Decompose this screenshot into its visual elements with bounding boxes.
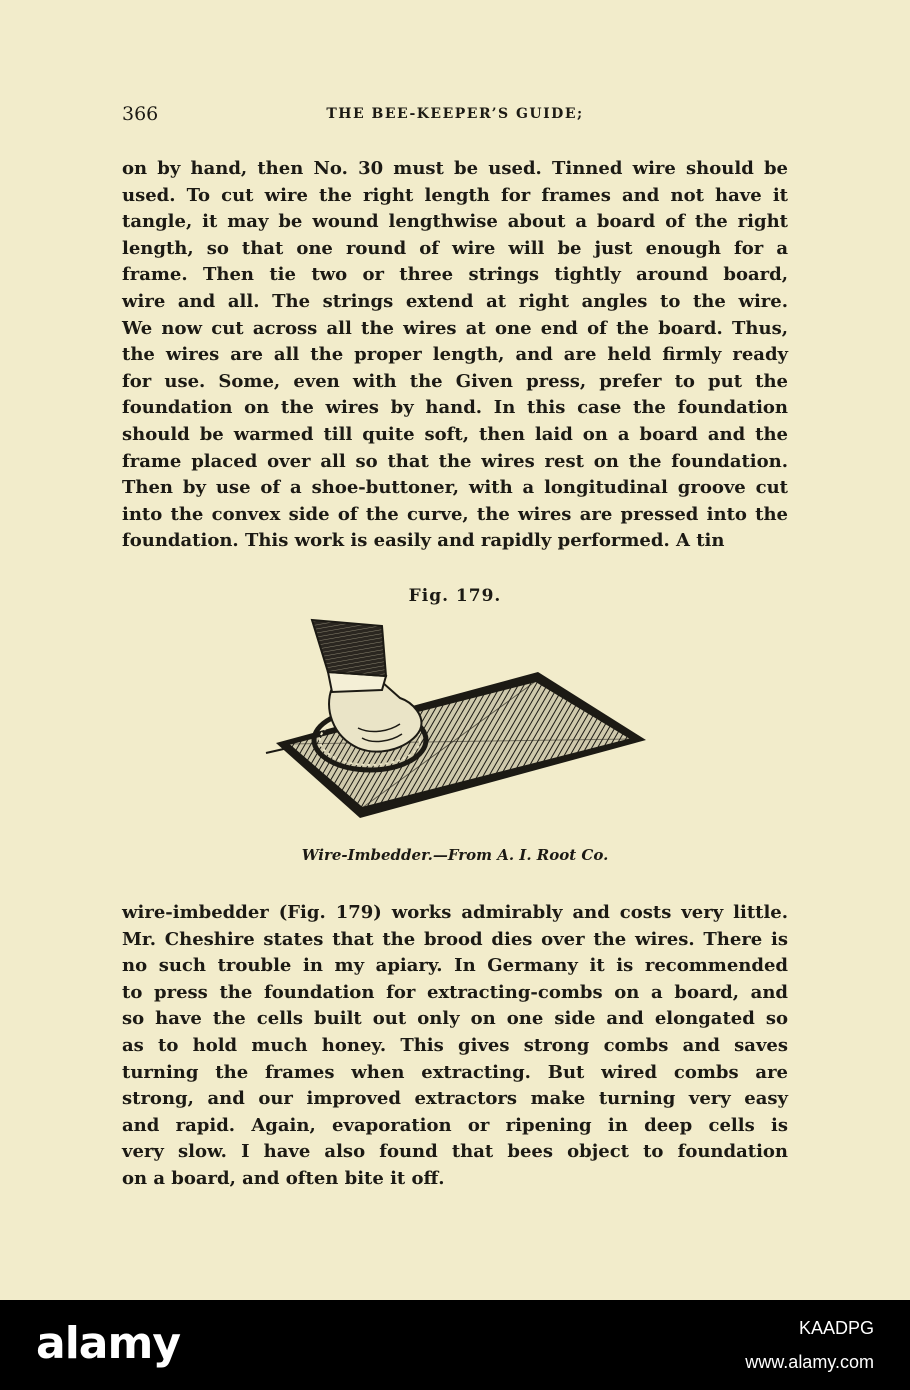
paragraph-2 <box>122 900 788 1193</box>
text-line: frame. Then tie two or three strings tightly around board, <box>122 264 788 286</box>
alamy-logo: alamy <box>36 1318 180 1369</box>
page-header <box>122 103 788 129</box>
image-code: KAADPG <box>798 1318 874 1338</box>
page-number: 366 <box>122 103 159 125</box>
text-line: wire and all. The strings extend at right angles to the wire. <box>122 290 788 312</box>
text-line: length, so that one round of wire will be just enough for a <box>122 237 788 259</box>
text-line: so have the cells built out only on one side and elongated so <box>122 1008 788 1030</box>
text-line: tangle, it may be wound lengthwise about a board of the right <box>122 211 788 233</box>
text-line: on a board, and often bite it off. <box>122 1167 445 1189</box>
site-url: www.alamy.com <box>745 1352 874 1372</box>
text-line: Then by use of a shoe-buttoner, with a longitudinal groove cut <box>122 477 788 499</box>
text-line: the wires are all the proper length, and are held firmly ready <box>122 344 788 366</box>
text-line: for use. Some, even with the Given press, prefer to put the <box>122 370 788 392</box>
text-line: Mr. Cheshire states that the brood dies over the wires. There is <box>122 928 788 950</box>
text-line: frame placed over all so that the wires rest on the foundation. <box>122 450 788 472</box>
text-line: no such trouble in my apiary. In Germany it is recommended <box>122 955 788 977</box>
text-line: used. To cut wire the right length for frames and not have it <box>122 184 788 206</box>
text-line: foundation on the wires by hand. In this case the foundation <box>122 397 788 419</box>
text-line: into the convex side of the curve, the wires are pressed into the <box>122 503 788 525</box>
text-line: wire-imbedder (Fig. 179) works admirably and costs very little. <box>122 902 788 923</box>
text-line: to press the foundation for extracting-combs on a board, and <box>122 981 788 1003</box>
text-line: We now cut across all the wires at one end of the board. Thus, <box>122 317 788 339</box>
text-line: strong, and our improved extractors make turning very easy <box>122 1088 788 1110</box>
paragraph-1 <box>122 156 788 555</box>
text-line: and rapid. Again, evaporation or ripening in deep cells is <box>122 1114 788 1136</box>
text-line: should be warmed till quite soft, then laid on a board and the <box>122 423 788 445</box>
text-line: turning the frames when extracting. But wired combs are <box>122 1061 788 1083</box>
figure-caption: Wire-Imbedder.—From A. I. Root Co. <box>301 846 609 864</box>
wire-imbedder-illustration <box>262 618 652 828</box>
text-line: on by hand, then No. 30 must be used. Tinned wire should be <box>122 158 788 179</box>
text-line: as to hold much honey. This gives strong combs and saves <box>122 1034 788 1056</box>
watermark-footer <box>0 1300 910 1390</box>
running-head: THE BEE-KEEPER’S GUIDE; <box>326 106 584 122</box>
text-line: foundation. This work is easily and rapidly performed. A tin <box>122 530 725 552</box>
text-line: very slow. I have also found that bees object to foundation <box>122 1141 788 1163</box>
figure-title: Fig. 179. <box>408 586 502 606</box>
